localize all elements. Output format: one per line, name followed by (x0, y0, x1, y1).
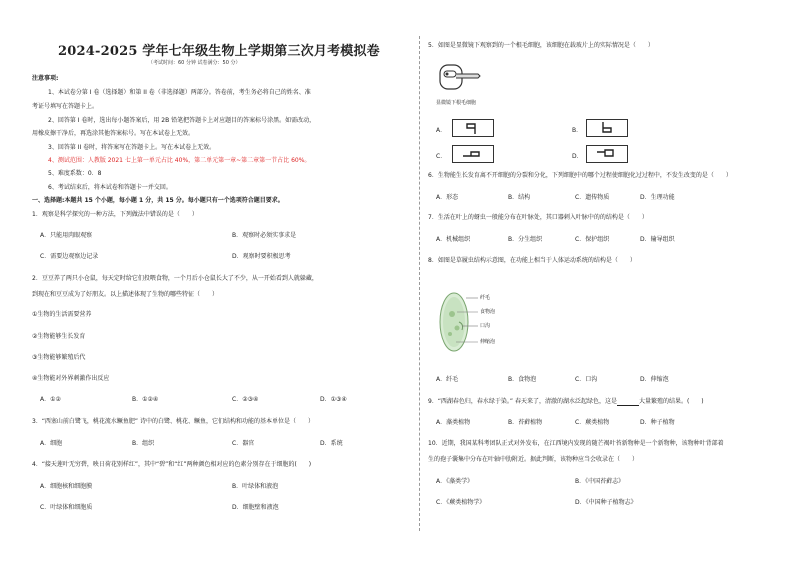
column-divider (419, 36, 420, 531)
q1-stem: 1．观察是科学探究的一种方法，下列做法中错误的是（ ） (32, 211, 198, 218)
q2-option-c: C．②③④ (232, 396, 259, 403)
note-2a: 2、回答第 I 卷时，选出每小题答案后，用 2B 铅笔把答题卡上对应题目的答案标号涂黑。如需改动， (48, 117, 316, 124)
q5-option-a: A． (436, 127, 447, 134)
q9-stem-part2: 大量繁殖的结果。( ) (638, 398, 704, 405)
q9-option-d: D．种子植物 (640, 419, 675, 426)
q5-option-a-image (452, 119, 494, 137)
root-hair-cell-figure (438, 62, 482, 92)
q2-stem-1: 2．豆豆养了两只小仓鼠，每天定时给它们投喂食物，一个月后小仓鼠长大了不少，从一开始看到人就躲藏， (32, 275, 318, 282)
note-3: 3、回答第 II 卷时，将答案写在答题卡上。写在本试卷上无效。 (48, 144, 216, 151)
note-1a: 1、本试卷分第 I 卷（选择题）和第 II 卷（非选择题）两部分。答卷前，考生务必将自己的姓名、准 (48, 89, 311, 96)
q6-option-a: A．形态 (436, 194, 459, 201)
note-1b: 考证号填写在答题卡上。 (32, 103, 99, 110)
q8-option-c: C．口沟 (575, 376, 598, 383)
q3-option-d: D．系统 (320, 440, 343, 447)
q2-option-d: D．①③④ (320, 396, 347, 403)
q5-option-d: D． (572, 153, 583, 160)
paramecium-figure (432, 288, 522, 358)
page-title: 2024-2025 学年七年级生物上学期第三次月考模拟卷 (58, 44, 380, 59)
figure-caption: 显微镜下根毛细胞 (436, 100, 477, 106)
q5-option-b: B． (572, 127, 583, 134)
q1-option-b: B．观察时必须实事求是 (232, 232, 297, 239)
q8-option-b: B．食物泡 (508, 376, 537, 383)
note-2b: 用橡皮擦干净后，再选涂其他答案标号。写在本试卷上无效。 (32, 130, 195, 137)
note-5: 5、难度系数：0．8 (48, 170, 102, 177)
q4-stem: 4．“接天莲叶无穷碧，映日荷花别样红”，其中“碧”和“红”两种颜色相对应的色素分别存在于细胞的( ) (32, 461, 312, 468)
label-food-vacuole: 食物泡 (480, 309, 496, 315)
q3-option-c: C．器官 (232, 440, 255, 447)
q8-option-a: A．纤毛 (436, 376, 459, 383)
q7-option-c: C．保护组织 (575, 236, 610, 243)
q7-option-a: A．机械组织 (436, 236, 471, 243)
q3-option-b: B．组织 (132, 440, 155, 447)
q1-option-d: D．观察时要积极思考 (232, 253, 291, 260)
note-6: 6、考试结束后，将本试卷和答题卡一并交回。 (48, 184, 172, 191)
notes-heading: 注意事项: (32, 75, 59, 82)
q10-option-d: D．《中国种子植物志》 (575, 499, 637, 506)
q9-option-b: B．苔藓植物 (508, 419, 543, 426)
label-cilia: 纤毛 (480, 295, 491, 301)
q6-option-c: C．遗传物质 (575, 194, 610, 201)
q9-stem (428, 398, 704, 406)
q2-statement-4: ④生物能对外界刺激作出反应 (32, 375, 110, 382)
q10-stem-2: 生的孢子囊集中分布在叶轴中肋附近。据此判断，该物种应当会收录在（ ） (428, 456, 639, 463)
q7-option-d: D．输导组织 (640, 236, 675, 243)
q2-option-a: A．①② (40, 396, 61, 403)
q4-option-a: A．细胞核和细胞膜 (40, 483, 93, 490)
q2-statement-3: ③生物能够繁殖后代 (32, 354, 86, 361)
q5-option-b-image (586, 119, 628, 137)
q6-option-b: B．结构 (508, 194, 531, 201)
q3-stem: 3．“西塞山前白鹭飞，桃花流水鳜鱼肥” 诗中的白鹭、桃花、鳜鱼，它们结构和功能的基本单位是（ ） (32, 418, 314, 425)
q4-option-c: C．叶绿体和细胞质 (40, 504, 93, 511)
q10-option-a: A．《藻类学》 (436, 478, 474, 485)
q10-stem-1: 10．近期，我国某科考团队正式对外发布，在江西境内发现的随芒褐叶苔新物种是一个新物种，该物种叶背部着 (428, 440, 724, 447)
q6-option-d: D．生理功能 (640, 194, 675, 201)
section-heading: 一、选择题:本题共 15 个小题，每小题 1 分，共 15 分。每小题只有一个选项符合题目要求。 (32, 197, 284, 204)
q7-option-b: B．分生组织 (508, 236, 543, 243)
q9-blank (617, 398, 639, 406)
q5-stem: 5．如图是显微镜下观察到的一个根毛细胞，该细胞在载玻片上的实际情况是（ ） (428, 42, 654, 49)
q2-statement-1: ①生物的生活需要营养 (32, 311, 92, 318)
q9-option-a: A．藻类植物 (436, 419, 471, 426)
q1-option-a: A．只能用肉眼观察 (40, 232, 93, 239)
q2-option-b: B．①②④ (132, 396, 159, 403)
q4-option-b: B．叶绿体和液泡 (232, 483, 279, 490)
q10-option-c: C．《蕨类植物学》 (436, 499, 486, 506)
q9-option-c: C．蕨类植物 (575, 419, 610, 426)
q2-statement-2: ②生物能够生长发育 (32, 333, 86, 340)
label-contractile-vacuole: 伸缩泡 (480, 339, 496, 345)
exam-info: （考试时间：60 分钟 试卷满分：50 分） (148, 60, 241, 66)
q6-stem: 6．生物能生长发育离不开细胞的分裂和分化，下列细胞中的哪个过程使细胞化过过程中，不发生改变的是（ ） (428, 172, 732, 179)
q5-option-c: C． (436, 153, 447, 160)
q8-stem: 8．如图是草履虫结构示意图，在功能上相当于人体运动系统的结构是（ ） (428, 257, 636, 264)
q9-stem-part1: 9．“西湖春色归，春水绿于染。” 春天来了，清澈的湖水泛起绿色，这是 (428, 398, 617, 405)
q5-option-c-image (452, 145, 494, 163)
q10-option-b: B．《中国苔藓志》 (575, 478, 625, 485)
note-4: 4、测试范围：人教版 2021 七上第一单元占比 40%，第二单元第一章~第二章第一节占比 60%。 (48, 157, 311, 164)
q7-stem: 7．生活在叶上的蚜虫一般能分布在叶脉处，其口器刺入叶脉中的的结构是（ ） (428, 214, 648, 221)
q1-option-c: C．需要边观察边记录 (40, 253, 99, 260)
q4-option-d: D．细胞壁和液泡 (232, 504, 279, 511)
q8-option-d: D．伸缩泡 (640, 376, 669, 383)
q3-option-a: A．细胞 (40, 440, 63, 447)
q2-stem-2: 到现在和豆豆成为了好朋友。以上描述体现了生物的哪些特征（ ） (32, 291, 219, 298)
label-oral-groove: 口沟 (480, 323, 491, 329)
q5-option-d-image (586, 145, 628, 163)
